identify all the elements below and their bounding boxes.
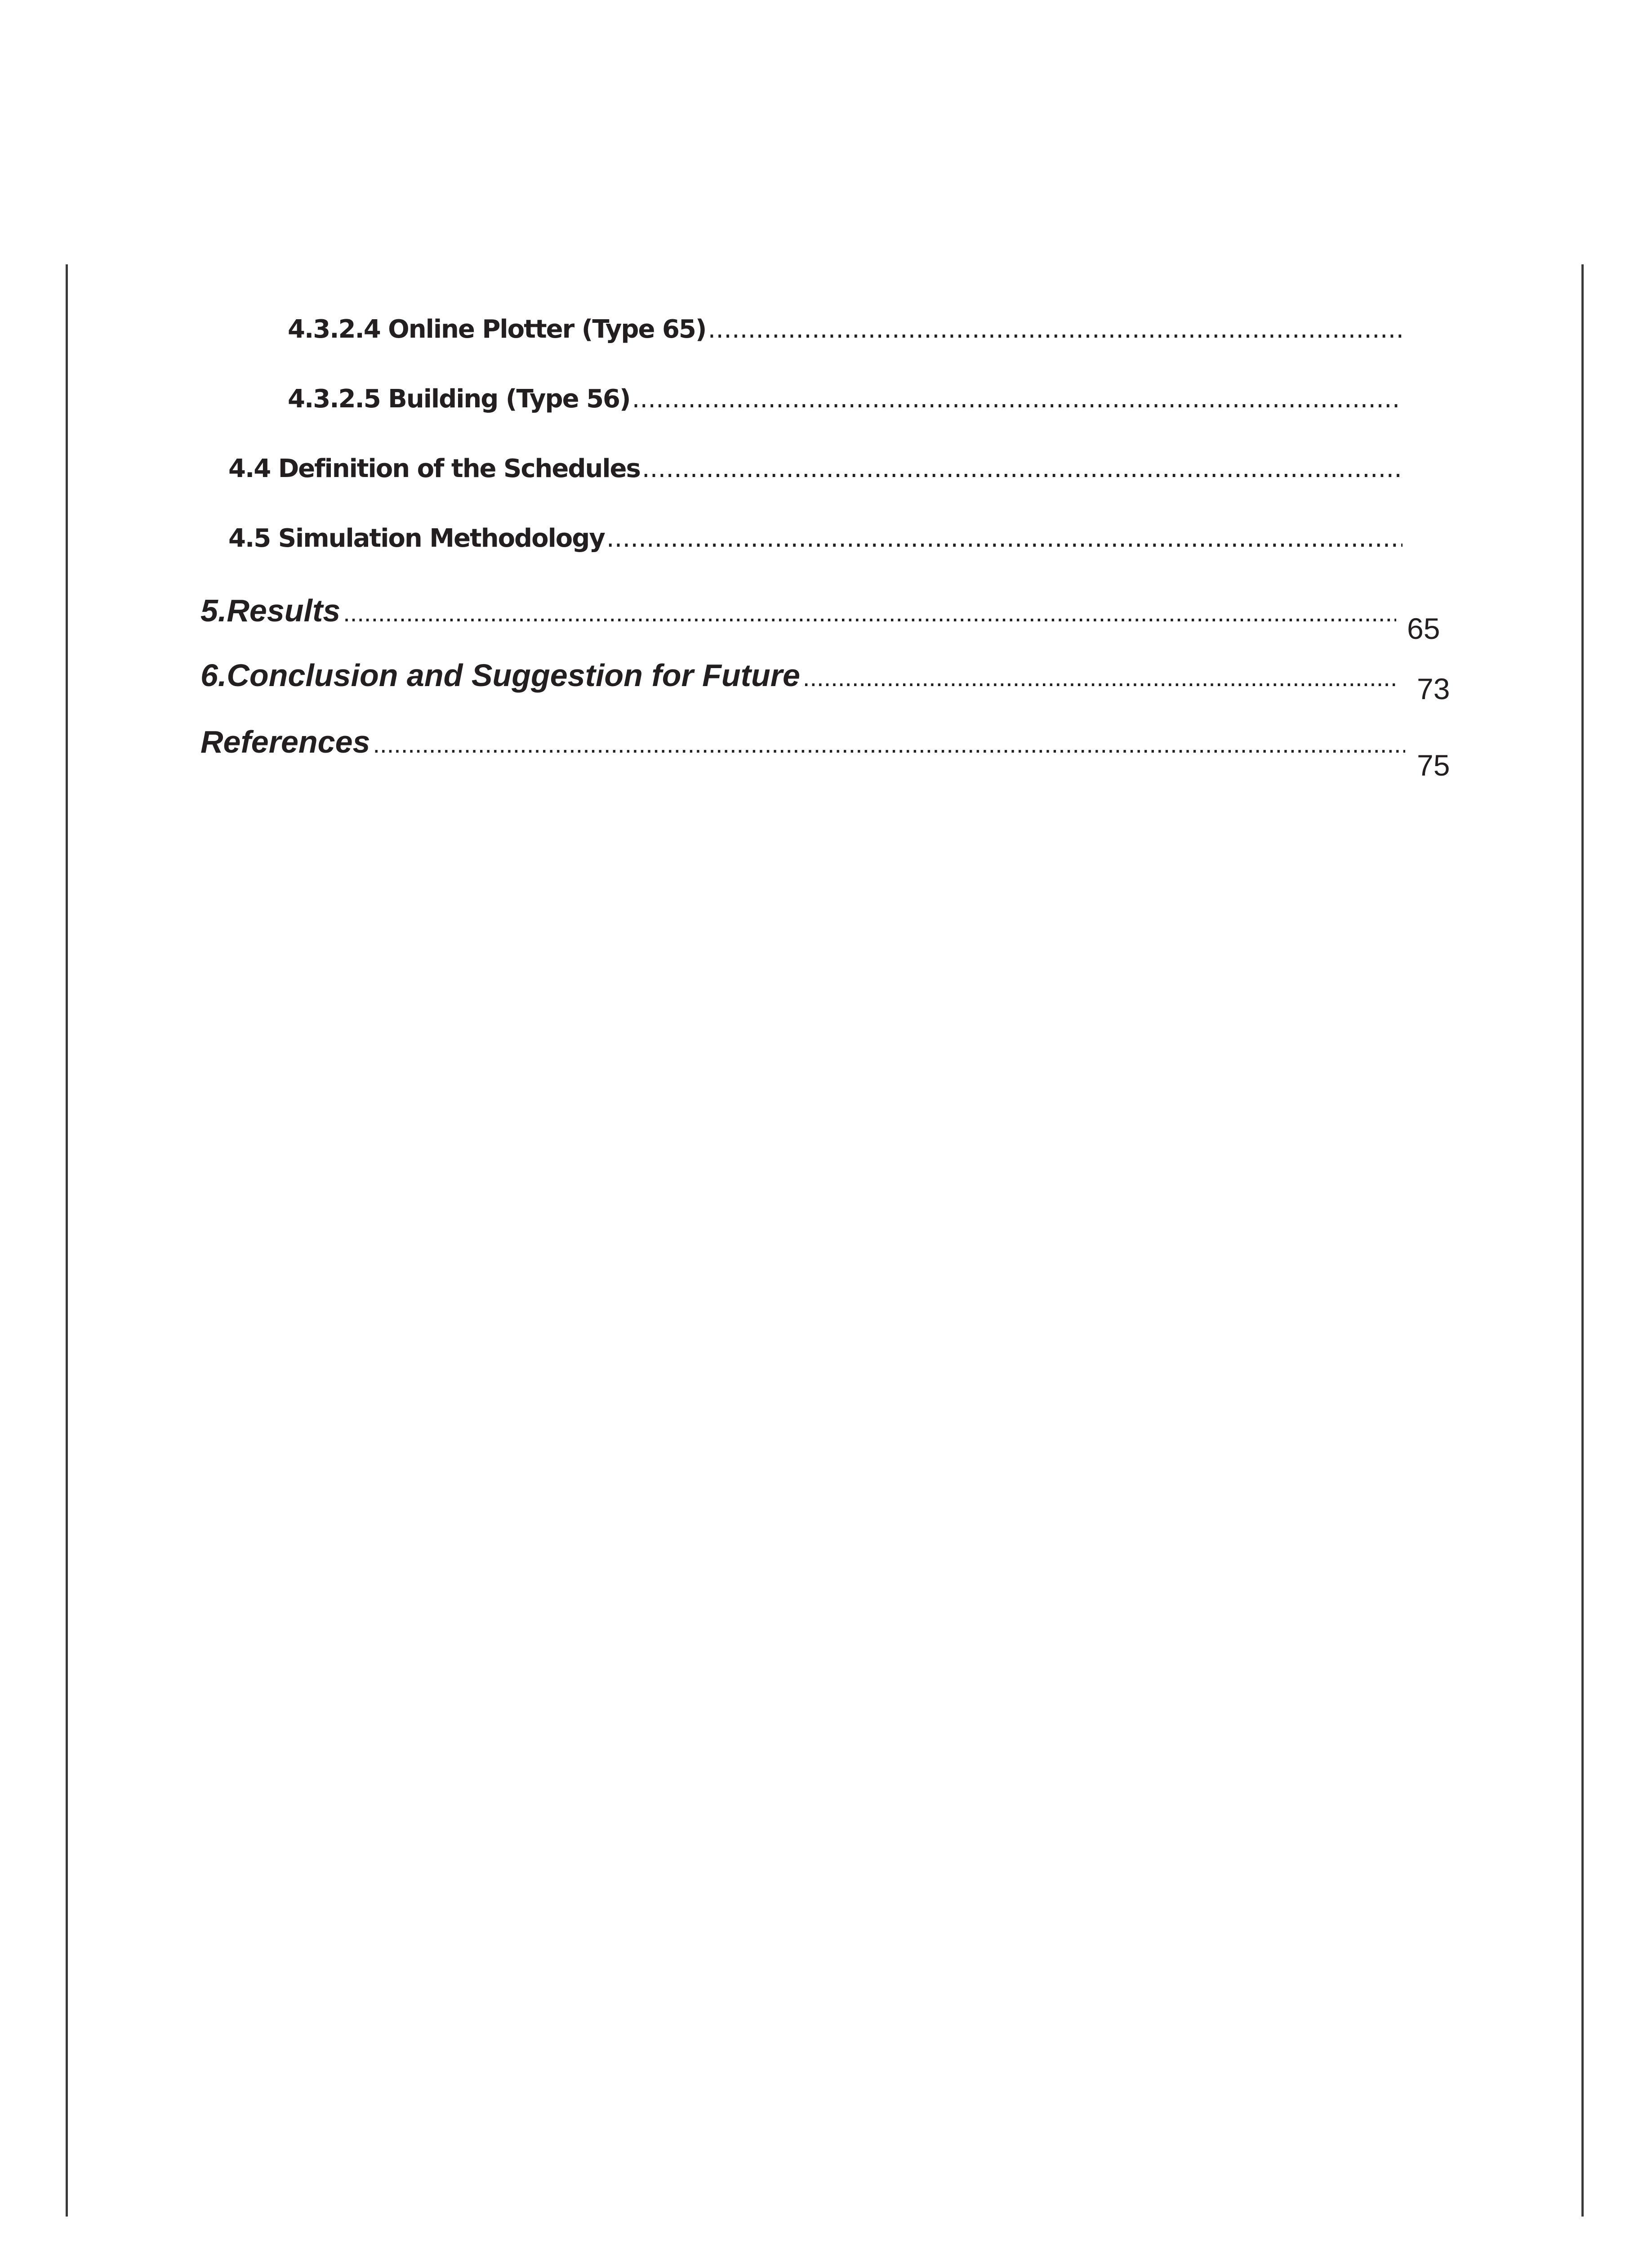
toc-entry-title: 6.Conclusion and Suggestion for Future bbox=[200, 658, 800, 693]
toc-entry-title: 4.4 Definition of the Schedules bbox=[228, 454, 640, 483]
toc-entry[interactable] bbox=[228, 454, 1403, 490]
toc-entry[interactable] bbox=[228, 524, 1403, 560]
toc-entry-title: References bbox=[200, 724, 370, 759]
page-border-right bbox=[1581, 264, 1584, 2217]
toc-entry[interactable] bbox=[200, 724, 1405, 764]
toc-entry-title: 5.Results bbox=[200, 593, 341, 628]
toc-entry-title: 4.3.2.4 Online Plotter (Type 65) bbox=[288, 315, 706, 344]
toc-entry[interactable] bbox=[200, 657, 1396, 698]
toc-page-number: 65 bbox=[1407, 612, 1440, 645]
toc-dot-leader bbox=[708, 315, 1403, 344]
toc-dot-leader bbox=[803, 663, 1396, 692]
page-border-left bbox=[66, 264, 68, 2217]
toc-dot-leader bbox=[606, 524, 1403, 553]
toc-dot-leader bbox=[373, 729, 1405, 758]
toc-dot-leader bbox=[343, 598, 1396, 627]
toc-entry[interactable] bbox=[288, 384, 1403, 420]
toc-entry[interactable] bbox=[288, 315, 1403, 351]
toc-page-number: 73 bbox=[1417, 672, 1450, 705]
toc-dot-leader bbox=[642, 454, 1403, 483]
toc-entry[interactable] bbox=[200, 593, 1396, 633]
toc-entry-title: 4.3.2.5 Building (Type 56) bbox=[288, 384, 630, 414]
toc-entry-title: 4.5 Simulation Methodology bbox=[228, 524, 605, 553]
toc-page-number: 75 bbox=[1417, 749, 1450, 782]
toc-dot-leader bbox=[632, 384, 1403, 414]
